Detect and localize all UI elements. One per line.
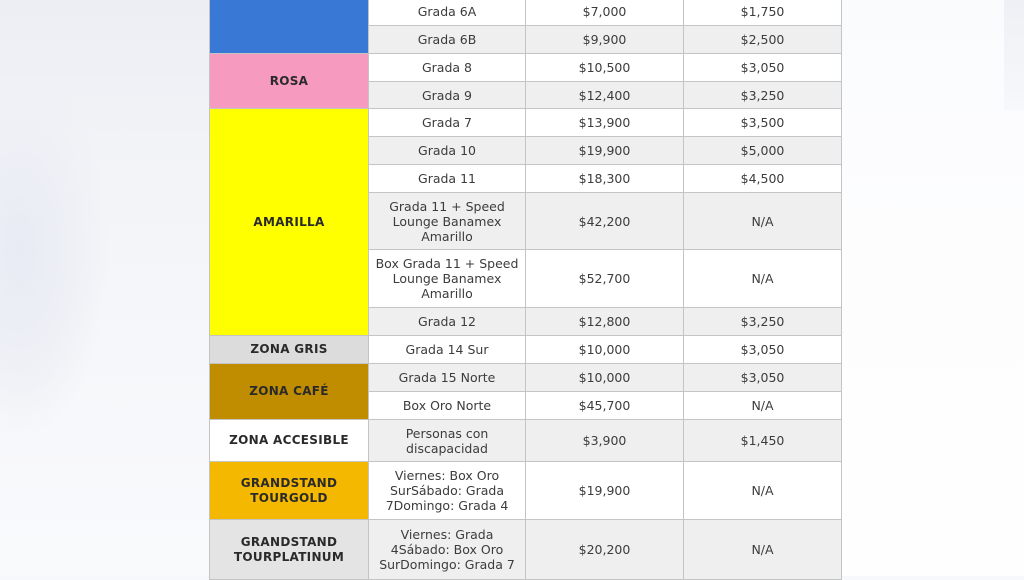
grada-cell: Viernes: Box Oro SurSábado: Grada 7Domingo: Grada 4 [369,462,526,520]
table-row [210,364,842,392]
grada-cell: Grada 11 + Speed Lounge Banamex Amarillo [369,193,526,250]
price-cell: $20,200 [526,520,684,580]
child-price-cell: $3,500 [684,109,842,137]
grada-cell: Viernes: Grada 4Sábado: Box Oro SurDomingo: Grada 7 [369,520,526,580]
price-cell: $10,000 [526,336,684,364]
zone-cell-gris: ZONA GRIS [210,336,369,364]
table-row [210,462,842,520]
grada-cell: Grada 6A [369,0,526,26]
price-cell: $12,800 [526,308,684,336]
price-cell: $10,000 [526,364,684,392]
zone-cell-rosa: ROSA [210,54,369,109]
child-price-cell: N/A [684,193,842,250]
grada-cell: Grada 10 [369,137,526,165]
child-price-cell: $3,250 [684,308,842,336]
child-price-cell: $1,450 [684,420,842,462]
child-price-cell: $2,500 [684,26,842,54]
child-price-cell: N/A [684,250,842,308]
grada-cell: Grada 12 [369,308,526,336]
price-cell: $42,200 [526,193,684,250]
zone-cell-tourgold: GRANDSTAND TOURGOLD [210,462,369,520]
price-cell: $18,300 [526,165,684,193]
ticket-price-table [209,0,842,580]
zone-cell-blue [210,0,369,54]
grada-cell: Box Oro Norte [369,392,526,420]
child-price-cell: $3,250 [684,82,842,109]
table-row [210,420,842,462]
table-row [210,0,842,26]
zone-cell-cafe: ZONA CAFÉ [210,364,369,420]
child-price-cell: N/A [684,462,842,520]
child-price-cell: $4,500 [684,165,842,193]
table-row [210,520,842,580]
grada-cell: Grada 14 Sur [369,336,526,364]
zone-cell-amarilla: AMARILLA [210,109,369,336]
price-cell: $13,900 [526,109,684,137]
table-row [210,54,842,82]
price-cell: $45,700 [526,392,684,420]
price-cell: $10,500 [526,54,684,82]
grada-cell: Grada 11 [369,165,526,193]
price-cell: $3,900 [526,420,684,462]
grada-cell: Box Grada 11 + Speed Lounge Banamex Amarillo [369,250,526,308]
table-row [210,109,842,137]
child-price-cell: $3,050 [684,54,842,82]
grada-cell: Grada 9 [369,82,526,109]
background-shape [1004,0,1024,110]
price-cell: $19,900 [526,137,684,165]
grada-cell: Grada 15 Norte [369,364,526,392]
child-price-cell: $5,000 [684,137,842,165]
zone-cell-tourplatinum: GRANDSTAND TOURPLATINUM [210,520,369,580]
grada-cell: Grada 7 [369,109,526,137]
price-cell: $12,400 [526,82,684,109]
table-row [210,336,842,364]
child-price-cell: $3,050 [684,336,842,364]
background-photo-right [840,0,1024,576]
price-cell: $19,900 [526,462,684,520]
background-photo-left [0,0,210,576]
child-price-cell: N/A [684,520,842,580]
child-price-cell: $1,750 [684,0,842,26]
price-cell: $9,900 [526,26,684,54]
child-price-cell: N/A [684,392,842,420]
grada-cell: Grada 6B [369,26,526,54]
grada-cell: Grada 8 [369,54,526,82]
price-cell: $52,700 [526,250,684,308]
grada-cell: Personas con discapacidad [369,420,526,462]
price-cell: $7,000 [526,0,684,26]
child-price-cell: $3,050 [684,364,842,392]
zone-cell-accesible: ZONA ACCESIBLE [210,420,369,462]
